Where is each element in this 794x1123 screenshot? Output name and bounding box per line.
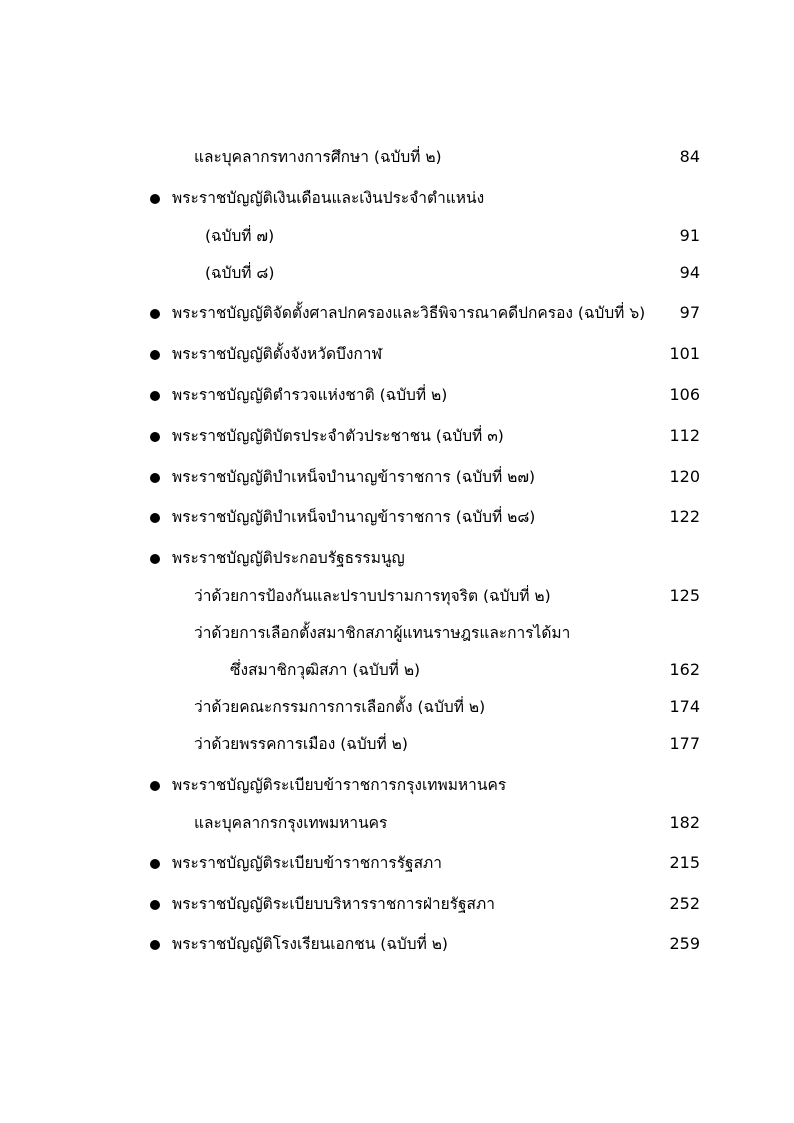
toc-entry-title: ว่าด้วยการป้องกันและปราบปรามการทุจริต (ฉบับที่ ๒) xyxy=(194,587,551,605)
toc-entry-page-number: 106 xyxy=(669,385,700,404)
toc-entry-page-number: 94 xyxy=(679,263,700,282)
toc-entry-page-number: 120 xyxy=(669,467,700,486)
toc-entry xyxy=(0,581,794,611)
toc-entry xyxy=(0,298,794,328)
toc-entry xyxy=(0,808,794,838)
toc-entry xyxy=(0,221,794,251)
toc-entry xyxy=(0,543,794,573)
toc-entry xyxy=(0,339,794,369)
toc-entry-title: พระราชบัญญัติบำเหน็จบำนาญข้าราชการ (ฉบับที่ ๒๗) xyxy=(172,468,536,486)
toc-entry-page-number: 122 xyxy=(669,507,700,526)
toc-entry xyxy=(0,889,794,919)
toc-entry-title: พระราชบัญญัติประกอบรัฐธรรมนูญ xyxy=(172,549,405,567)
toc-entry-title: ว่าด้วยการเลือกตั้งสมาชิกสภาผู้แทนราษฎรและการได้มา xyxy=(194,624,571,642)
toc-entry-page-number: 174 xyxy=(669,697,700,716)
toc-entry xyxy=(0,421,794,451)
toc-entry xyxy=(0,618,794,648)
toc-entry-title: และบุคลากรทางการศึกษา (ฉบับที่ ๒) xyxy=(194,148,442,166)
bullet-icon xyxy=(150,391,160,401)
toc-entry xyxy=(0,380,794,410)
toc-entry-page-number: 215 xyxy=(669,853,700,872)
toc-entry-title: พระราชบัญญัติโรงเรียนเอกชน (ฉบับที่ ๒) xyxy=(172,935,448,953)
toc-entry-page-number: 97 xyxy=(679,303,700,322)
bullet-icon xyxy=(150,194,160,204)
toc-entry-title: ว่าด้วยพรรคการเมือง (ฉบับที่ ๒) xyxy=(194,735,408,753)
toc-entry-title: พระราชบัญญัติระเบียบข้าราชการรัฐสภา xyxy=(172,854,442,872)
bullet-icon xyxy=(150,513,160,523)
toc-entry xyxy=(0,692,794,722)
bullet-icon xyxy=(150,900,160,910)
toc-entry xyxy=(0,848,794,878)
bullet-icon xyxy=(150,781,160,791)
toc-entry-title: ซึ่งสมาชิกวุฒิสภา (ฉบับที่ ๒) xyxy=(230,661,421,679)
toc-entry-page-number: 182 xyxy=(669,813,700,832)
toc-entry-title: พระราชบัญญัติตั้งจังหวัดบึงกาฬ xyxy=(172,345,383,363)
toc-entry xyxy=(0,502,794,532)
toc-entry-title: พระราชบัญญัติตำรวจแห่งชาติ (ฉบับที่ ๒) xyxy=(172,386,448,404)
bullet-icon xyxy=(150,473,160,483)
toc-entry xyxy=(0,183,794,213)
bullet-icon xyxy=(150,432,160,442)
toc-entry-page-number: 162 xyxy=(669,660,700,679)
toc-entry-title: และบุคลากรกรุงเทพมหานคร xyxy=(194,814,388,832)
bullet-icon xyxy=(150,309,160,319)
toc-entry-title: (ฉบับที่ ๗) xyxy=(205,227,275,245)
toc-entry xyxy=(0,770,794,800)
toc-entry-title: พระราชบัญญัติบัตรประจำตัวประชาชน (ฉบับที่ ๓) xyxy=(172,427,504,445)
toc-entry-title: (ฉบับที่ ๘) xyxy=(205,264,275,282)
toc-entry-page-number: 91 xyxy=(679,226,700,245)
toc-entry-page-number: 125 xyxy=(669,586,700,605)
toc-entry-page-number: 252 xyxy=(669,894,700,913)
toc-entry-title: พระราชบัญญัติบำเหน็จบำนาญข้าราชการ (ฉบับที่ ๒๘) xyxy=(172,508,536,526)
toc-entry xyxy=(0,258,794,288)
toc-entry-page-number: 259 xyxy=(669,934,700,953)
toc-entry-title: พระราชบัญญัติเงินเดือนและเงินประจำตำแหน่ง xyxy=(172,189,485,207)
toc-entry-page-number: 112 xyxy=(669,426,700,445)
toc-entry-title: พระราชบัญญัติจัดตั้งศาลปกครองและวิธีพิจารณาคดีปกครอง (ฉบับที่ ๖) xyxy=(172,304,646,322)
toc-entry-title: พระราชบัญญัติระเบียบข้าราชการกรุงเทพมหานคร xyxy=(172,776,507,794)
bullet-icon xyxy=(150,859,160,869)
toc-entry-page-number: 177 xyxy=(669,734,700,753)
toc-entry xyxy=(0,655,794,685)
toc-entry-page-number: 84 xyxy=(679,147,700,166)
bullet-icon xyxy=(150,940,160,950)
toc-entry xyxy=(0,462,794,492)
bullet-icon xyxy=(150,554,160,564)
toc-entry-title: พระราชบัญญัติระเบียบบริหารราชการฝ่ายรัฐสภา xyxy=(172,895,495,913)
toc-entry-title: ว่าด้วยคณะกรรมการการเลือกตั้ง (ฉบับที่ ๒) xyxy=(194,698,486,716)
toc-entry-page-number: 101 xyxy=(669,344,700,363)
bullet-icon xyxy=(150,350,160,360)
toc-entry xyxy=(0,929,794,959)
toc-entry xyxy=(0,142,794,172)
toc-entry xyxy=(0,729,794,759)
